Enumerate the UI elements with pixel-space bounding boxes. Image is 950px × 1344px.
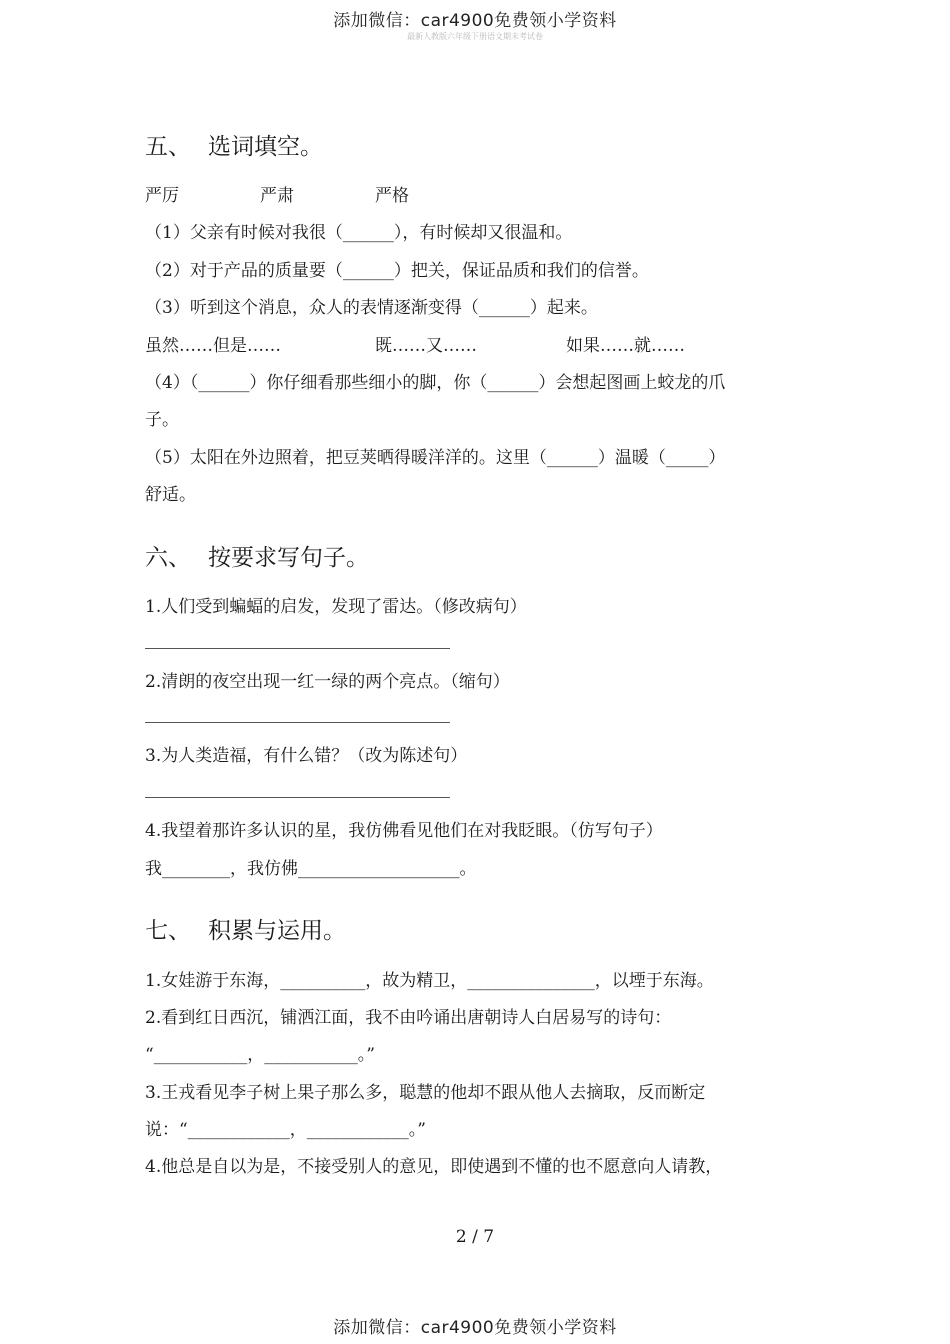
section-6-heading <box>145 539 369 572</box>
question-6-1: 1.人们受到蝙蝠的启发，发现了雷达。（修改病句） <box>145 597 527 617</box>
section-5-title: 选词填空。 <box>208 134 323 160</box>
question-5-2: （2）对于产品的质量要（______）把关，保证品质和我们的信誉。 <box>145 261 649 281</box>
answer-line <box>145 648 450 649</box>
conjunction-option: 既……又…… <box>375 336 477 356</box>
section-7-number: 七、 <box>145 918 191 944</box>
question-5-4-line1: （4）（______）你仔细看那些细小的脚，你（______）会想起图画上蛟龙的爪 <box>145 373 726 393</box>
question-7-3-line1: 3.王戎看见李子树上果子那么多，聪慧的他却不跟从他人去摘取，反而断定 <box>145 1083 706 1103</box>
section-7-heading <box>145 912 346 945</box>
section-5-heading <box>145 128 323 161</box>
section-6-title: 按要求写句子。 <box>208 545 369 571</box>
page-number: 2 / 7 <box>455 1227 495 1247</box>
question-7-2-line2: “___________，___________。” <box>145 1045 375 1065</box>
section-5-number: 五、 <box>145 134 191 160</box>
question-5-1: （1）父亲有时候对我很（______），有时候却又很温和。 <box>145 223 573 243</box>
question-5-4-line2: 子。 <box>145 410 179 430</box>
question-5-3: （3）听到这个消息，众人的表情逐渐变得（______）起来。 <box>145 298 598 318</box>
conjunction-option: 虽然……但是…… <box>145 336 281 356</box>
word-option: 严肃 <box>260 186 294 206</box>
question-7-1: 1.女娃游于东海，__________，故为精卫，_______________，以堙于东海。 <box>145 971 714 991</box>
watermark-top: 添加微信：car4900免费领小学资料 <box>333 11 617 31</box>
question-7-4: 4.他总是自以为是，不接受别人的意见，即使遇到不懂的也不愿意向人请教， <box>145 1157 723 1177</box>
watermark-bottom: 添加微信：car4900免费领小学资料 <box>333 1318 617 1338</box>
question-6-4: 4.我望着那许多认识的星，我仿佛看见他们在对我眨眼。（仿写句子） <box>145 821 663 841</box>
question-7-2-line1: 2.看到红日西沉，铺洒江面，我不由吟诵出唐朝诗人白居易写的诗句： <box>145 1008 672 1028</box>
watermark-subtitle: 最新人教版六年级下册语文期末考试卷 <box>407 32 543 41</box>
section-7-title: 积累与运用。 <box>208 918 346 944</box>
question-5-5-line2: 舒适。 <box>145 485 196 505</box>
question-5-5-line1: （5）太阳在外边照着，把豆荚晒得暖洋洋的。这里（______）温暖（_____） <box>145 448 726 468</box>
question-6-3: 3.为人类造福，有什么错？（改为陈述句） <box>145 746 468 766</box>
question-7-3-line2: 说：“____________，____________。” <box>145 1120 426 1140</box>
answer-line <box>145 722 450 723</box>
word-option: 严厉 <box>145 186 179 206</box>
conjunction-option: 如果……就…… <box>566 336 685 356</box>
word-option: 严格 <box>375 186 409 206</box>
section-6-number: 六、 <box>145 545 191 571</box>
question-6-2: 2.清朗的夜空出现一红一绿的两个亮点。（缩句） <box>145 672 510 692</box>
question-6-4-fill: 我________，我仿佛___________________。 <box>145 859 477 879</box>
answer-line <box>145 797 450 798</box>
